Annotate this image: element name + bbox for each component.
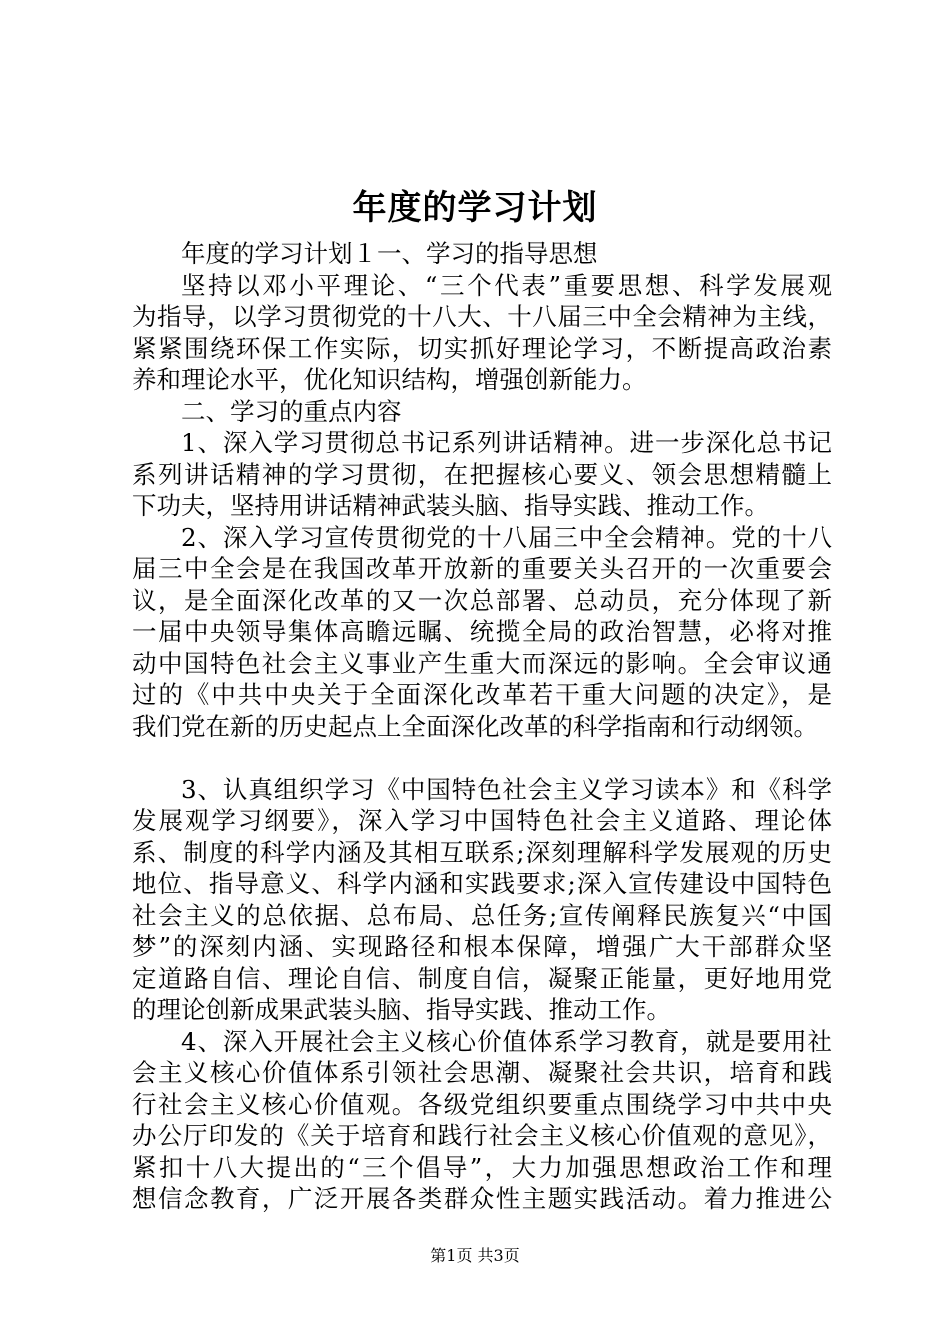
- text-line: 年度的学习计划１一、学习的指导思想: [181, 239, 598, 268]
- text-line: 养和理论水平，优化知识结构，增强创新能力。: [132, 365, 647, 394]
- text-line: 地位、指导意义、科学内涵和实践要求;深入宣传建设中国特色: [132, 869, 832, 898]
- text-line: 3、认真组织学习《中国特色社会主义学习读本》和《科学: [181, 774, 832, 804]
- text-line: 社会主义的总依据、总布局、总任务;宣传阐释民族复兴“中国: [132, 900, 832, 930]
- blank-line: [132, 742, 832, 774]
- text-line: 坚持以邓小平理论、“三个代表”重要思想、科学发展观: [181, 270, 832, 300]
- document-body: [132, 238, 832, 1215]
- text-line: 4、深入开展社会主义核心价值体系学习教育，就是要用社: [181, 1026, 832, 1056]
- text-line: 发展观学习纲要》，深入学习中国特色社会主义道路、理论体: [132, 806, 832, 835]
- text-line: 系、制度的科学内涵及其相互联系;深刻理解科学发展观的历史: [132, 837, 832, 867]
- text-line: 下功夫，坚持用讲话精神武装头脑、指导实践、推动工作。: [132, 491, 769, 520]
- text-line: 会主义核心价值体系引领社会思潮、凝聚社会共识，培育和践: [132, 1058, 832, 1087]
- text-line: 为指导，以学习贯彻党的十八大、十八届三中全会精神为主线，: [132, 302, 832, 331]
- text-line: 定道路自信、理论自信、制度自信，凝聚正能量，更好地用党: [132, 963, 832, 993]
- text-line: 梦”的深刻内涵、实现路径和根本保障，增强广大干部群众坚: [132, 932, 832, 961]
- text-line: 一届中央领导集体高瞻远瞩、统揽全局的政治智慧，必将对推: [132, 617, 832, 646]
- text-line: 届三中全会是在我国改革开放新的重要关头召开的一次重要会: [132, 554, 832, 583]
- text-line: 想信念教育，广泛开展各类群众性主题实践活动。着力推进公: [132, 1184, 832, 1213]
- text-line: 的理论创新成果武装头脑、指导实践、推动工作。: [132, 995, 671, 1024]
- text-line: 紧紧围绕环保工作实际，切实抓好理论学习，不断提高政治素: [132, 333, 832, 363]
- text-line: 紧扣十八大提出的“三个倡导”，大力加强思想政治工作和理: [132, 1152, 832, 1182]
- page-footer: 第1页 共3页: [430, 1246, 520, 1265]
- text-line: 办公厅印发的《关于培育和践行社会主义核心价值观的意见》，: [132, 1121, 832, 1150]
- text-line: 2、深入学习宣传贯彻党的十八届三中全会精神。党的十八: [181, 522, 832, 552]
- text-line: 过的《中共中央关于全面深化改革若干重大问题的决定》，是: [132, 680, 832, 709]
- text-line: 二、学习的重点内容: [181, 396, 402, 426]
- document-title: 年度的学习计划: [352, 188, 598, 228]
- text-line: 行社会主义核心价值观。各级党组织要重点围绕学习中共中央: [132, 1089, 832, 1119]
- text-line: 1、深入学习贯彻总书记系列讲话精神。进一步深化总书记: [181, 428, 832, 457]
- text-line: 我们党在新的历史起点上全面深化改革的科学指南和行动纲领。: [132, 711, 818, 741]
- text-line: 动中国特色社会主义事业产生重大而深远的影响。全会审议通: [132, 648, 832, 678]
- text-line: 议，是全面深化改革的又一次总部署、总动员，充分体现了新: [132, 585, 832, 615]
- text-line: 系列讲话精神的学习贯彻，在把握核心要义、领会思想精髓上: [132, 459, 832, 489]
